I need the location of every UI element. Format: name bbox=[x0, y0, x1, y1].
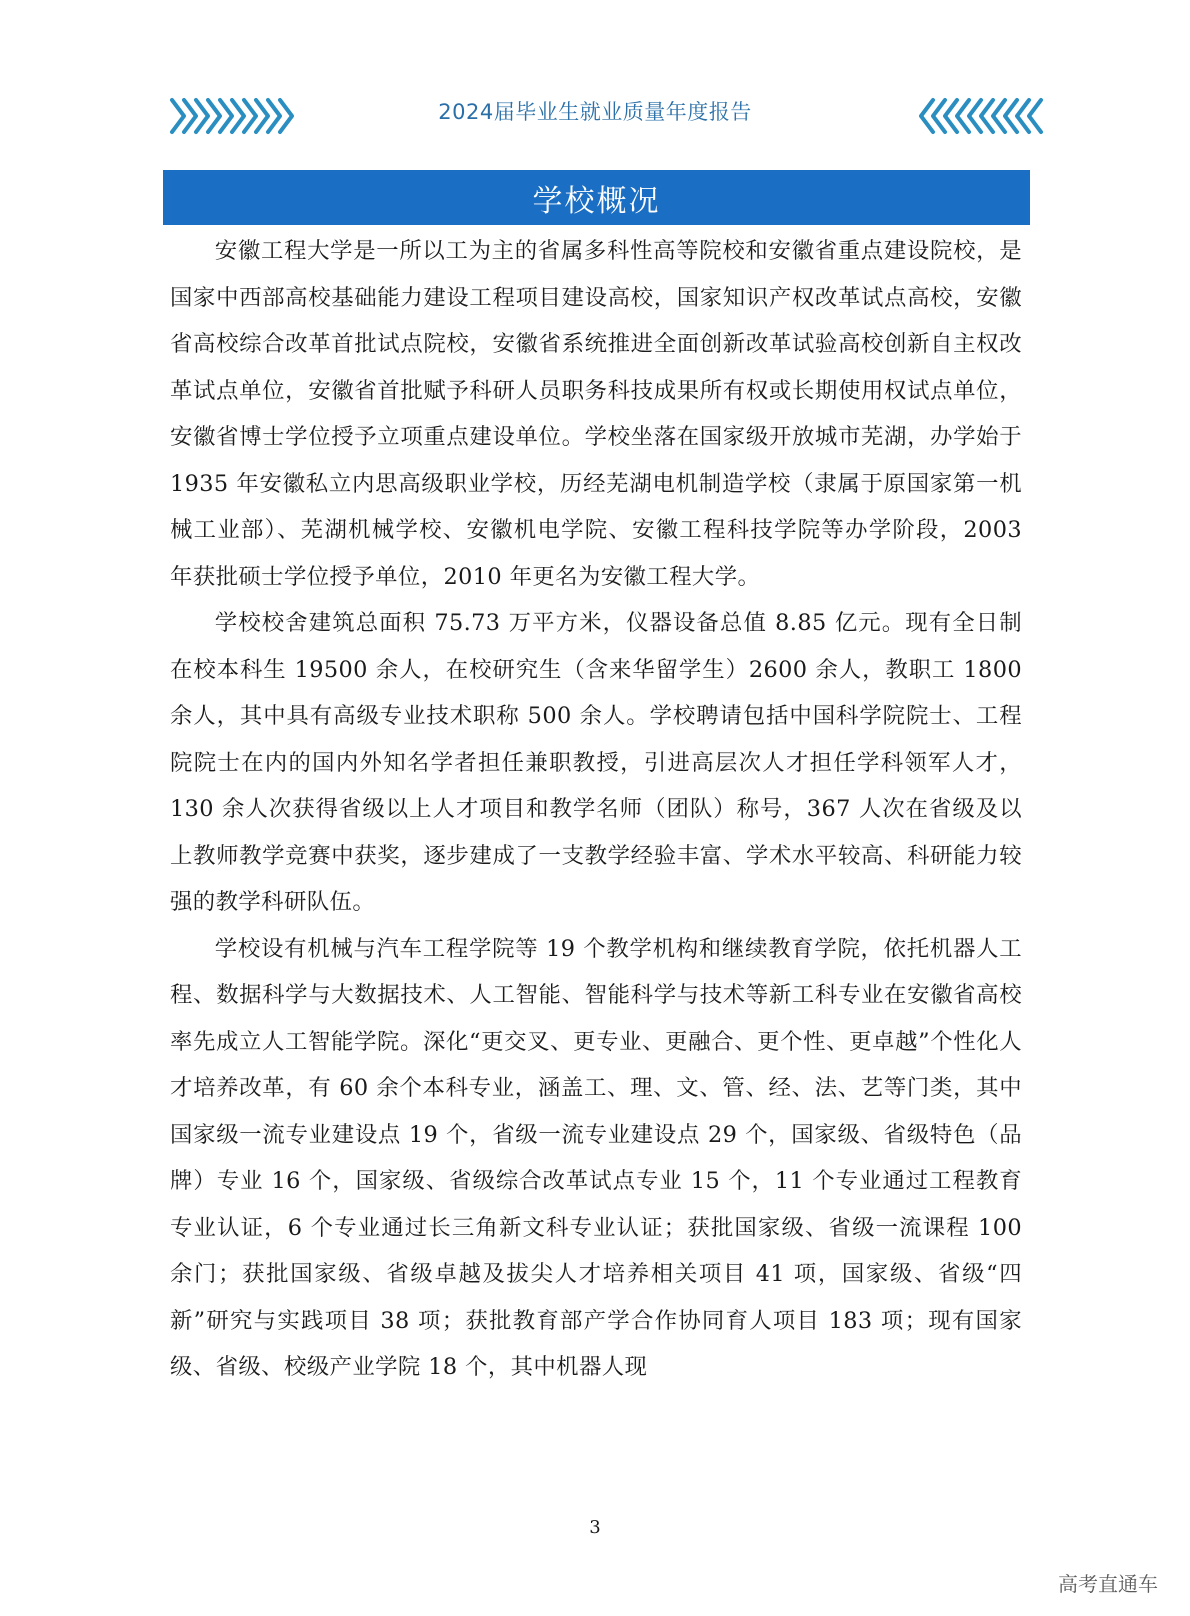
paragraph-overview: 安徽工程大学是一所以工为主的省属多科性高等院校和安徽省重点建设院校，是国家中西部高校基础能力建设工程项目建设高校，国家知识产权改革试点高校，安徽省高校综合改革首批试点院校，安徽省系统推进全面创新改革试验高校创新自主权改革试点单位，安徽省首批赋予科研人员职务科技成果所有权或长期使用权试点单位，安徽省博士学位授予立项重点建设单位。学校坐落在国家级开放城市芜湖，办学始于 1935 年安徽私立内思高级职业学校，历经芜湖电机制造学校（隶属于原国家第一机械工业部）、芜湖机械学校、安徽机电学院、安徽工程科技学院等办学阶段，2003 年获批硕士学位授予单位，2010 年更名为安徽工程大学。 bbox=[170, 238, 1022, 590]
chevron-left-pattern-icon bbox=[915, 96, 1045, 136]
report-title: 2024届毕业生就业质量年度报告 bbox=[438, 100, 752, 124]
body-text bbox=[170, 228, 1022, 1391]
page-number: 3 bbox=[589, 1517, 601, 1538]
watermark-text: 高考直通车 bbox=[1058, 1572, 1158, 1596]
page-header bbox=[0, 88, 1190, 138]
section-banner bbox=[163, 170, 1030, 225]
section-title: 学校概况 bbox=[532, 183, 661, 219]
paragraph-programs: 学校设有机械与汽车工程学院等 19 个教学机构和继续教育学院，依托机器人工程、数据科学与大数据技术、人工智能、智能科学与技术等新工科专业在安徽省高校率先成立人工智能学院。深化“更交叉、更专业、更融合、更个性、更卓越”个性化人才培养改革，有 60 余个本科专业，涵盖工、理、文、管、经、法、艺等门类，其中国家级一流专业建设点 19 个，省级一流专业建设点 29 个，国家级、省级特色（品牌）专业 16 个，国家级、省级综合改革试点专业 15 个，11 个专业通过工程教育专业认证，6 个专业通过长三角新文科专业认证；获批国家级、省级一流课程 100 余门；获批国家级、省级卓越及拔尖人才培养相关项目 41 项，国家级、省级“四新”研究与实践项目 38 项；获批教育部产学合作协同育人项目 183 项；现有国家级、省级、校级产业学院 18 个，其中机器人现 bbox=[170, 935, 1022, 1380]
paragraph-facilities-staff: 学校校舍建筑总面积 75.73 万平方米，仪器设备总值 8.85 亿元。现有全日制在校本科生 19500 余人，在校研究生（含来华留学生）2600 余人，教职工 1800 余人，其中具有高级专业技术职称 500 余人。学校聘请包括中国科学院院士、工程院院士在内的国内外知名学者担任兼职教授，引进高层次人才担任学科领军人才，130 余人次获得省级以上人才项目和教学名师（团队）称号，367 人次在省级及以上教师教学竞赛中获奖，逐步建成了一支教学经验丰富、学术水平较高、科研能力较强的教学科研队伍。 bbox=[170, 610, 1022, 915]
